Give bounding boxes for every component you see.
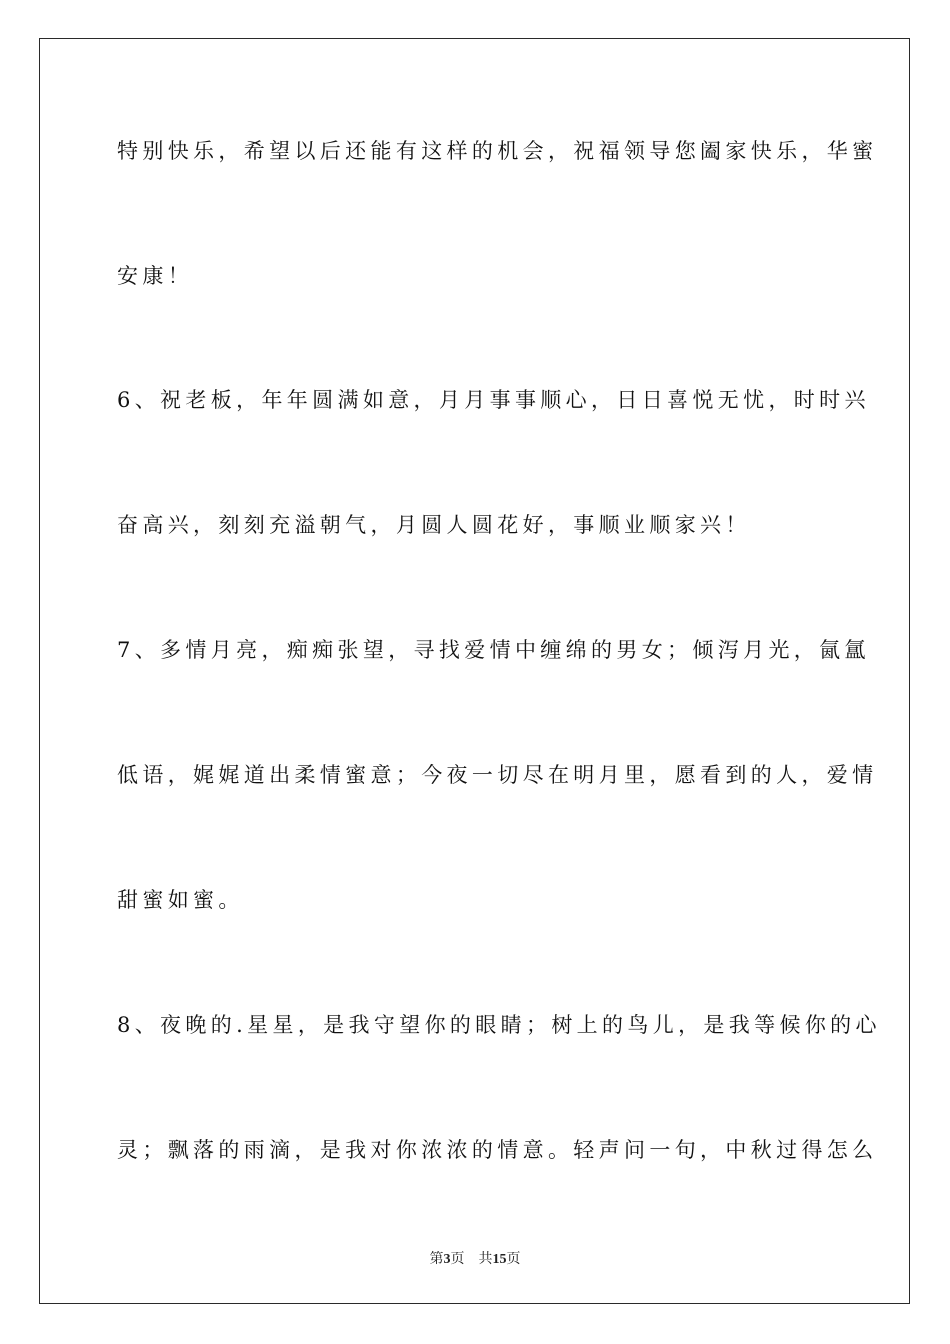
body-text-line: 灵；飘落的雨滴，是我对你浓浓的情意。轻声问一句，中秋过得怎么	[117, 1138, 878, 1162]
body-text-line: 8、夜晚的.星星，是我守望你的眼睛；树上的鸟儿，是我等候你的心	[117, 1013, 881, 1037]
body-text-line: 7、多情月亮，痴痴张望，寻找爱情中缠绵的男女；倾泻月光，氤氲	[117, 638, 870, 662]
body-text-line: 低语，娓娓道出柔情蜜意；今夜一切尽在明月里，愿看到的人，爱情	[117, 763, 878, 787]
total-suffix: 页	[506, 1252, 521, 1267]
body-text-line: 奋高兴，刻刻充溢朝气，月圆人圆花好，事顺业顺家兴！	[117, 513, 751, 537]
page-number: 3	[443, 1252, 451, 1267]
page-suffix: 页	[450, 1252, 465, 1267]
page-border	[39, 38, 910, 1304]
total-pages: 15	[492, 1252, 507, 1267]
body-text-line: 6、祝老板，年年圆满如意，月月事事顺心，日日喜悦无忧，时时兴	[117, 388, 870, 412]
total-prefix: 共	[478, 1252, 493, 1267]
page-footer	[0, 1248, 950, 1268]
body-text-line: 甜蜜如蜜。	[117, 888, 244, 912]
page-prefix: 第	[429, 1252, 444, 1267]
body-text-line: 安康！	[117, 264, 194, 288]
body-text-line: 特别快乐，希望以后还能有这样的机会，祝福领导您阖家快乐，华蜜	[117, 139, 878, 163]
